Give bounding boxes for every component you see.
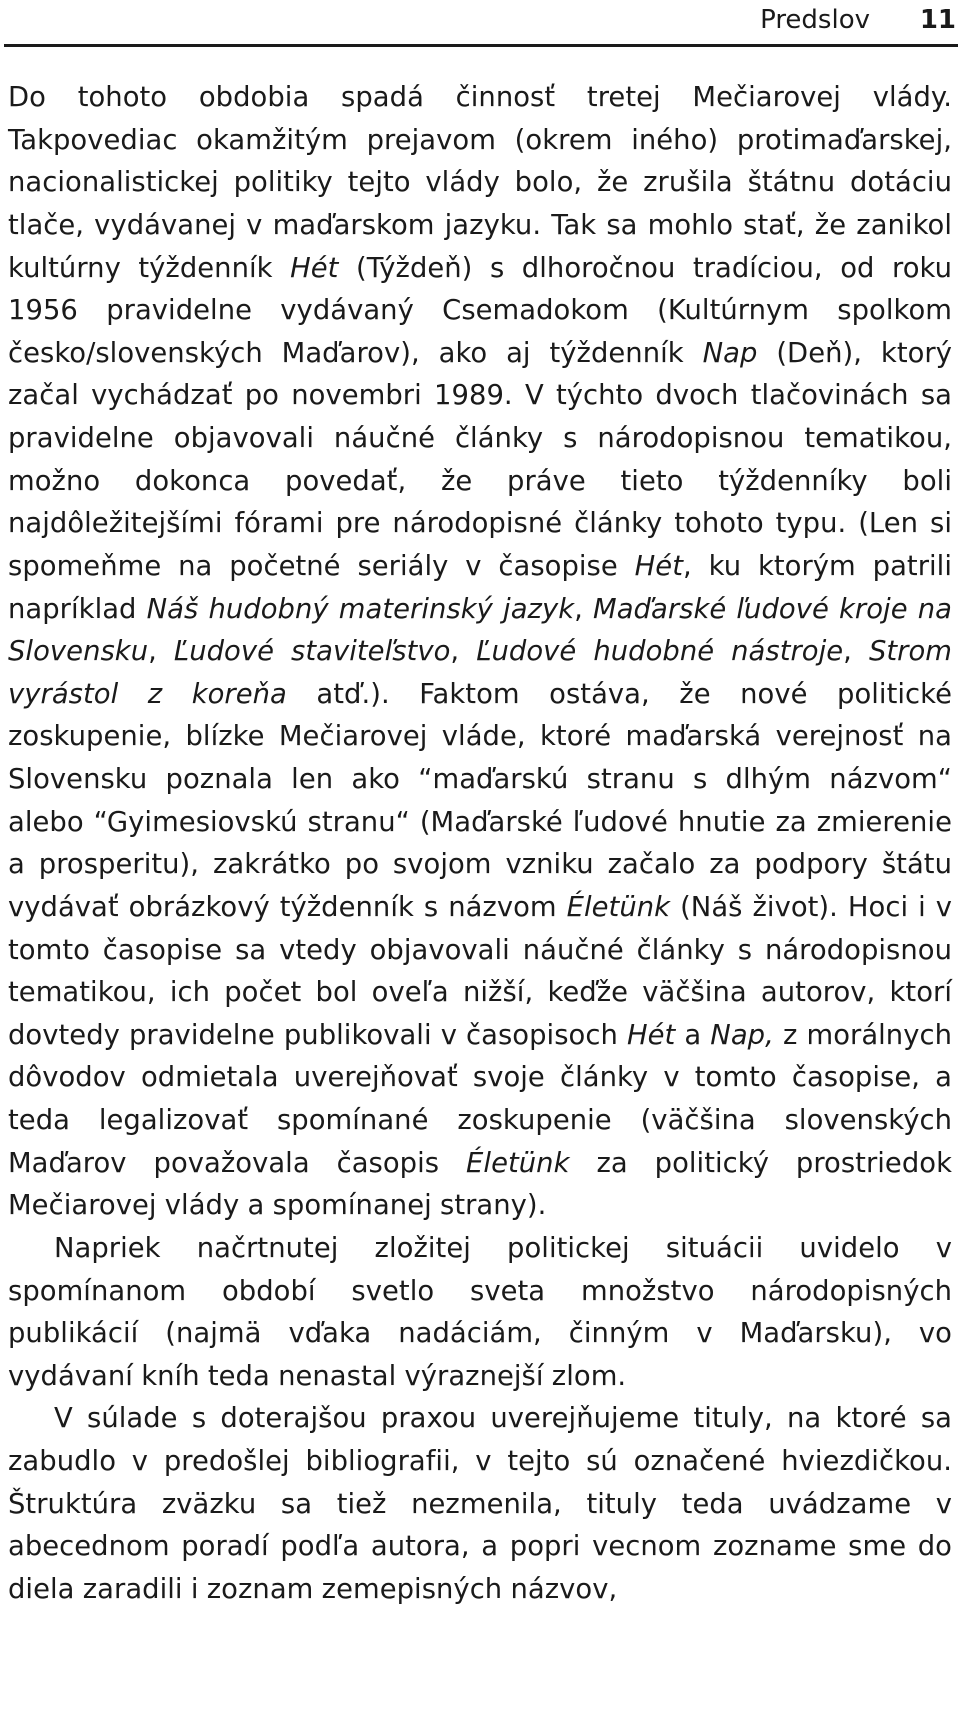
text-run: , (843, 636, 869, 668)
body-text (8, 77, 952, 1612)
italic-title: Maďarské ľudové kroje na Slovensku (8, 593, 952, 668)
italic-title: Ľudové staviteľstvo (173, 636, 451, 668)
italic-title: Ľudové hudobné nástroje (476, 636, 844, 668)
italic-title: Életünk (566, 891, 671, 923)
text-run: z morálnych dôvodov odmietala uverejňovať svoje články v tomto časopise, a teda legalizovať spomínané zoskupenie (väčšina slovenských Maďarov považovala časopis (8, 1019, 952, 1179)
page-number: 11 (919, 5, 956, 35)
text-run: za politický prostriedok Mečiarovej vlády a spomínanej strany). (8, 1147, 952, 1222)
text-run: atď.). Faktom ostáva, že nové politické zoskupenie, blízke Mečiarovej vláde, ktoré maďarská verejnosť na Slovensku poznala len ako “maďarskú stranu s dlhým názvom“ alebo “Gyimesiovskú stranu“ (Maďarské ľudové hnutie za zmierenie a prosperitu), zakrátko po svojom vzniku začalo za podpory štátu vydávať obrázkový týždenník s názvom (8, 678, 952, 923)
paragraph-3: V súlade s doterajšou praxou uverejňujeme tituly, na ktoré sa zabudlo v predošlej bibliografii, v tejto sú označené hviezdičkou. Štruktúra zväzku sa tiež nezmenila, tituly teda uvádzame v abecednom poradí podľa autora, a popri vecnom zozname sme do diela zaradili i zoznam zemepisných názvov, (8, 1403, 952, 1605)
running-header-title: Predslov (760, 5, 870, 35)
text-run: , ku ktorým patrili napríklad (8, 550, 953, 625)
italic-title: Hét (634, 550, 683, 582)
text-run: (Týždeň) s dlhoročnou tradíciou, od roku 1956 pravidelne vydávaný Csemadokom (Kultúrnym spolkom česko/slovenských Maďarov), ako aj týždenník (8, 252, 952, 369)
paragraph-2: Napriek načrtnutej zložitej politickej situácii uvidelo v spomínanom období svetlo sveta množstvo národopisných publikácií (najmä vďaka nadáciám, činným v Maďarsku), vo vydávaní kníh teda nenastal výraznejší zlom. (8, 1232, 952, 1392)
italic-title: Strom vyrástol z koreňa (8, 636, 953, 710)
italic-title: Hét (626, 1019, 676, 1051)
text-run: (Deň), ktorý začal vychádzať po novembri 1989. V týchto dvoch tlačovinách sa pravidelne objavovali náučné články s národopisnou tematikou, možno dokonca povedať, že práve tieto týždenníky boli najdôležitejšími fórami pre národopisné články tohoto typu. (Len si spomeňme na početné seriály v časopise (8, 337, 952, 582)
text-run: , (148, 636, 174, 668)
text-run: , (450, 636, 477, 668)
italic-title: Nap (702, 337, 758, 369)
text-run: (Náš život). Hoci i v tomto časopise sa vtedy objavovali náučné články s národopisnou tematikou, ich počet bol oveľa nižší, keďže väčšina autorov, ktorí dovtedy pravidelne publikovali v časopisoch (8, 891, 952, 1051)
text-run: Do tohoto obdobia spadá činnosť tretej Mečiarovej vlády. Takpovediac okamžitým prejavom (okrem iného) protimaďarskej, nacionalistickej politiky tejto vlády bolo, že zrušila štátnu dotáciu tlače, vydávanej v maďarskom jazyku. Tak sa mohlo stať, že zanikol kultúrny týždenník (8, 82, 952, 284)
text-run: , (574, 593, 594, 625)
italic-title: Életünk (466, 1147, 570, 1179)
italic-title: Hét (290, 252, 339, 284)
header-rule (4, 44, 958, 47)
running-header (0, 0, 960, 48)
text-run: a (675, 1019, 711, 1051)
paragraph-1 (8, 77, 952, 1228)
italic-title: Náš hudobný materinský jazyk (146, 593, 575, 625)
italic-title: Nap, (710, 1019, 774, 1051)
